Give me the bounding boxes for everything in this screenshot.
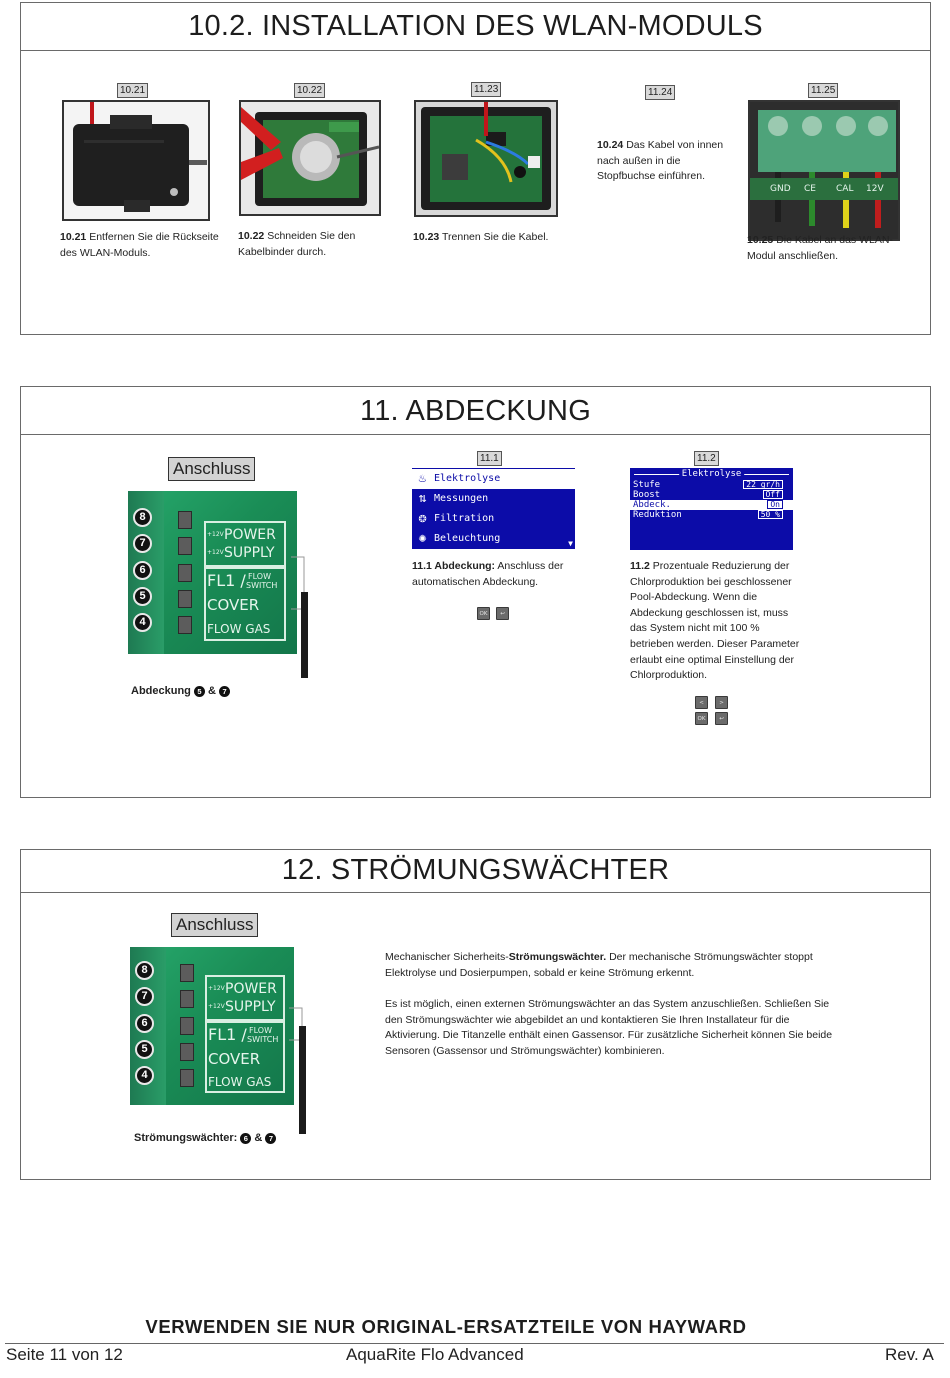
pool-icon: ♨ bbox=[418, 471, 427, 486]
terminal-label: CAL bbox=[836, 184, 854, 194]
step-tag: 11.1 bbox=[477, 451, 502, 466]
silk-12v: +12V bbox=[208, 985, 225, 992]
step-tag: 11.24 bbox=[645, 85, 675, 100]
step-number: 10.24 bbox=[597, 139, 624, 151]
silk-flow-gas: FLOW GAS bbox=[208, 1075, 272, 1089]
section-title: 10.2. INSTALLATION DES WLAN-MODULS bbox=[188, 10, 763, 42]
step-caption bbox=[747, 233, 907, 264]
connection-label: Anschluss bbox=[168, 457, 255, 481]
revision: Rev. A bbox=[885, 1345, 934, 1364]
setting-value: Off bbox=[763, 490, 783, 499]
wlan-module-illustration bbox=[64, 102, 208, 219]
pin-7: 7 bbox=[135, 987, 154, 1006]
silk-fl1: FL1 / bbox=[208, 1025, 247, 1044]
silk-flow-gas: FLOW GAS bbox=[207, 622, 271, 636]
setting-row-reduktion[interactable] bbox=[630, 510, 793, 520]
ok-button[interactable]: OK bbox=[695, 712, 708, 725]
photo-disconnect-cables bbox=[414, 100, 558, 217]
silk-12v: +12V bbox=[207, 531, 224, 538]
filter-icon: ❂ bbox=[418, 511, 427, 526]
terminal-screw bbox=[178, 511, 192, 529]
menu-item-label: Elektrolyse bbox=[434, 473, 501, 484]
pin-4: 4 bbox=[133, 613, 152, 632]
footer-notice: VERWENDEN SIE NUR ORIGINAL-ERSATZTEILE VON HAYWARD bbox=[145, 1316, 747, 1337]
step-text: Schneiden Sie den Kabelbinder durch. bbox=[238, 230, 356, 258]
setting-row-abdeck[interactable] bbox=[630, 500, 793, 510]
terminal-screw bbox=[180, 1069, 194, 1087]
step-tag: 11.23 bbox=[471, 82, 501, 97]
cutting-illustration bbox=[241, 102, 379, 214]
pin-6: 6 bbox=[135, 1014, 154, 1033]
step-tag: 11.25 bbox=[808, 83, 838, 98]
step-text: Das Kabel von innen nach außen in die Stopfbuchse einführen. bbox=[597, 139, 724, 183]
circuit-board-photo bbox=[128, 491, 297, 654]
pin-5: 5 bbox=[133, 587, 152, 606]
terminal-screw bbox=[180, 964, 194, 982]
setting-value: 22 gr/h bbox=[743, 480, 783, 489]
menu-item-beleuchtung[interactable] bbox=[412, 529, 575, 549]
silk-cover: COVER bbox=[208, 1050, 261, 1068]
terminal-screw bbox=[180, 1017, 194, 1035]
section-cover bbox=[20, 386, 931, 798]
screen2-caption bbox=[630, 559, 802, 684]
para1-bold: Strömungswächter. bbox=[508, 951, 607, 963]
menu-item-label: Beleuchtung bbox=[434, 533, 501, 544]
section-flow-switch bbox=[20, 849, 931, 1180]
step-tag: 10.22 bbox=[294, 83, 325, 98]
setting-value: 50 % bbox=[758, 510, 783, 519]
divider bbox=[21, 434, 930, 435]
sensor-cable bbox=[301, 592, 308, 678]
terminal-screw bbox=[178, 616, 192, 634]
left-arrow-button[interactable]: < bbox=[695, 696, 708, 709]
screen-header bbox=[630, 470, 793, 479]
measure-icon: ⇅ bbox=[418, 491, 427, 506]
section-title: 12. STRÖMUNGSWÄCHTER bbox=[281, 854, 670, 886]
flow-switch-instructions: Es ist möglich, einen externen Strömungswächter an das System anzuschließen. Schließen Sie den Strömungswächter wie abgebildet an und kontaktieren Sie Ihren Installateur für die Aktivierung. Die Titanzelle enthält einen Gassensor. Für zusätzliche Sicherheit können Sie beide Sensoren (Gassensor und Strömungswächter) kombinieren. bbox=[385, 998, 833, 1057]
setting-label: Boost bbox=[633, 490, 661, 500]
step-text: Entfernen Sie die Rückseite des WLAN-Moduls. bbox=[60, 231, 219, 259]
step-number: 10.25 bbox=[747, 234, 774, 246]
silk-supply: SUPPLY bbox=[224, 545, 275, 561]
menu-item-filtration[interactable] bbox=[412, 509, 575, 529]
terminal-label: CE bbox=[804, 184, 816, 194]
step-number: 10.21 bbox=[60, 231, 87, 243]
setting-row-boost[interactable] bbox=[630, 490, 793, 500]
board-caption-label: Strömungswächter: bbox=[134, 1132, 238, 1144]
connection-label: Anschluss bbox=[171, 913, 258, 937]
pin-8: 8 bbox=[133, 508, 152, 527]
amp: & bbox=[254, 1132, 263, 1144]
setting-row-stufe[interactable] bbox=[630, 480, 793, 490]
step-caption bbox=[60, 230, 220, 261]
silk-power: POWER bbox=[224, 527, 276, 543]
silk-12v: +12V bbox=[207, 549, 224, 556]
back-button[interactable]: ↩ bbox=[496, 607, 509, 620]
board-caption bbox=[131, 684, 281, 700]
flow-switch-description bbox=[385, 950, 835, 981]
back-button[interactable]: ↩ bbox=[715, 712, 728, 725]
setting-label: Reduktion bbox=[633, 510, 682, 520]
terminal-screw bbox=[178, 564, 192, 582]
divider bbox=[21, 892, 930, 893]
step-text: Trennen Sie die Kabel. bbox=[439, 231, 549, 243]
terminal-label: 12V bbox=[866, 184, 884, 194]
setting-value: On bbox=[767, 500, 783, 509]
photo-wlan-module-back bbox=[62, 100, 210, 221]
silk-flow: FLOW bbox=[249, 1026, 272, 1035]
board-caption bbox=[134, 1131, 304, 1147]
setting-label: Stufe bbox=[633, 480, 661, 490]
section-wlan-installation bbox=[20, 2, 931, 335]
terminal-screw bbox=[180, 1043, 194, 1061]
step-tag: 11.2 bbox=[694, 451, 719, 466]
step-caption bbox=[597, 138, 727, 185]
divider bbox=[21, 50, 930, 51]
pin-badge: 7 bbox=[219, 686, 230, 697]
pin-7: 7 bbox=[133, 534, 152, 553]
step-caption bbox=[238, 229, 388, 260]
silk-power: POWER bbox=[225, 981, 277, 997]
product-name: AquaRite Flo Advanced bbox=[346, 1345, 524, 1364]
board-caption-label: Abdeckung bbox=[131, 685, 191, 697]
menu-item-label: Filtration bbox=[434, 513, 495, 524]
pin-badge: 6 bbox=[240, 1133, 251, 1144]
footer-divider bbox=[5, 1343, 944, 1344]
pin-4: 4 bbox=[135, 1066, 154, 1085]
photo-connect-terminal bbox=[748, 100, 900, 241]
step-caption bbox=[413, 230, 573, 246]
ok-button[interactable]: OK bbox=[477, 607, 490, 620]
step-number: 10.23 bbox=[413, 231, 440, 243]
silk-supply: SUPPLY bbox=[225, 999, 276, 1015]
caption-text: Prozentuale Reduzierung der Chlorproduktion bei geschlossener Pool-Abdeckung. Wenn die Abdeckung geschlossen ist, muss das System nicht mit 100 % betrieben werden. Dieser Parameter erlaubt eine optimal Einstellung der Chlorproduktion. bbox=[630, 560, 800, 682]
step-number: 10.22 bbox=[238, 230, 265, 242]
terminal-block-illustration bbox=[750, 102, 898, 239]
pin-6: 6 bbox=[133, 561, 152, 580]
menu-item-messungen[interactable] bbox=[412, 489, 575, 509]
circuit-board-photo bbox=[130, 947, 294, 1105]
lcd-settings-screen bbox=[630, 468, 793, 550]
page-number: Seite 11 von 12 bbox=[6, 1345, 123, 1364]
lamp-icon: ✺ bbox=[418, 531, 427, 546]
screen1-caption bbox=[412, 559, 582, 590]
terminal-screw bbox=[178, 590, 192, 608]
right-arrow-button[interactable]: > bbox=[715, 696, 728, 709]
silk-flow: FLOW bbox=[248, 572, 271, 581]
photo-cut-cable-tie bbox=[239, 100, 381, 216]
sensor-cable bbox=[299, 1026, 306, 1134]
silk-switch: SWITCH bbox=[246, 581, 278, 590]
menu-item-elektrolyse[interactable] bbox=[412, 469, 575, 489]
terminal-label: GND bbox=[770, 184, 791, 194]
para1-lead: Mechanischer Sicherheits- bbox=[385, 951, 509, 963]
para1-rest: Der mechanische Strömungswächter stoppt Elektrolyse und Dosierpumpen, sobald er keine Strömung erkennt. bbox=[385, 951, 813, 979]
pin-5: 5 bbox=[135, 1040, 154, 1059]
caption-text: Anschluss der automatischen Abdeckung. bbox=[412, 560, 564, 588]
menu-item-label: Messungen bbox=[434, 493, 489, 504]
silk-fl1: FL1 / bbox=[207, 571, 246, 590]
pin-8: 8 bbox=[135, 961, 154, 980]
caption-number: 11.1 Abdeckung: bbox=[412, 560, 496, 572]
setting-label: Abdeck. bbox=[633, 500, 671, 510]
terminal-screw bbox=[178, 537, 192, 555]
step-tag: 10.21 bbox=[117, 83, 148, 98]
pin-badge: 7 bbox=[265, 1133, 276, 1144]
caption-number: 11.2 bbox=[630, 560, 650, 572]
silk-cover: COVER bbox=[207, 596, 260, 614]
step-text: Die Kabel an das WLAN-Modul anschließen. bbox=[747, 234, 893, 262]
section-title: 11. ABDECKUNG bbox=[360, 395, 591, 427]
lcd-menu-screen bbox=[412, 468, 575, 549]
pcb-illustration bbox=[416, 102, 556, 215]
scroll-down-icon: ▼ bbox=[568, 539, 573, 548]
terminal-screw bbox=[180, 990, 194, 1008]
screen-header-title: Elektrolyse bbox=[679, 469, 745, 479]
silk-switch: SWITCH bbox=[247, 1035, 279, 1044]
amp: & bbox=[208, 685, 216, 697]
silk-12v: +12V bbox=[208, 1003, 225, 1010]
pin-badge: 5 bbox=[194, 686, 205, 697]
